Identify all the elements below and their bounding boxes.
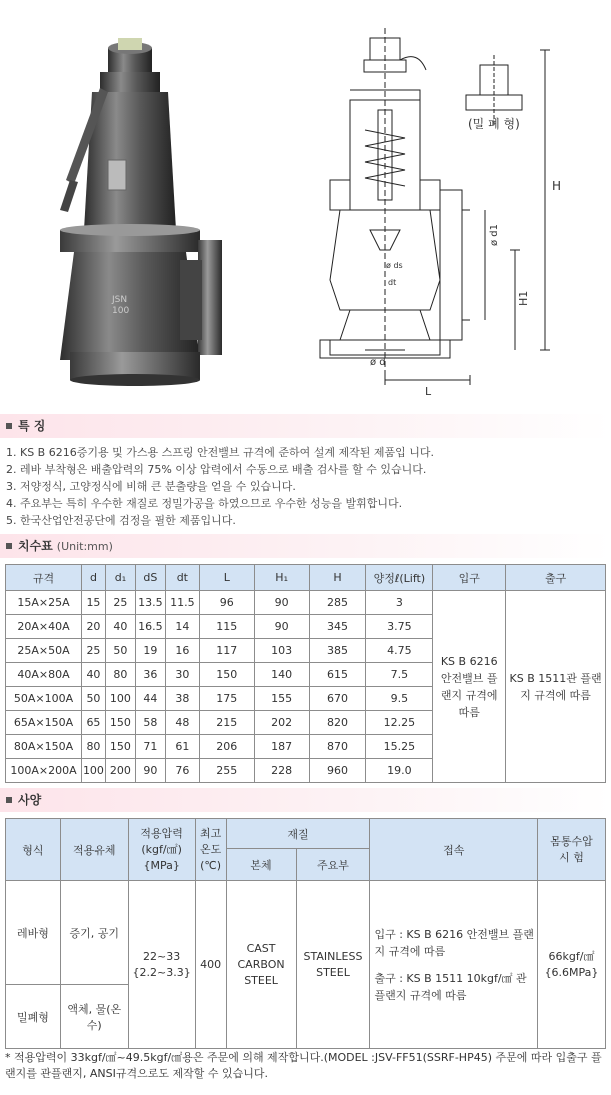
table-cell: 80 <box>105 663 135 687</box>
table-cell: 100A×200A <box>6 759 82 783</box>
feature-item: 5. 한국산업안전공단에 검정을 필한 제품입니다. <box>6 514 236 527</box>
dim-col-header: H <box>309 565 366 591</box>
table-cell: 80A×150A <box>6 735 82 759</box>
dim-col-header: H₁ <box>254 565 309 591</box>
table-cell: 40A×80A <box>6 663 82 687</box>
dim-col-header: 규격 <box>6 565 82 591</box>
table-cell: 58 <box>135 711 165 735</box>
dim-ds-label: ø ds <box>386 261 403 270</box>
table-cell: 76 <box>165 759 199 783</box>
table-cell: 255 <box>199 759 254 783</box>
table-cell: 870 <box>309 735 366 759</box>
spec-fluid-lever: 증기, 공기 <box>60 881 128 985</box>
dimensions-unit: (Unit:mm) <box>56 540 113 553</box>
table-cell: 960 <box>309 759 366 783</box>
table-cell: 15.25 <box>366 735 433 759</box>
table-cell: 40 <box>105 615 135 639</box>
dim-col-header: dS <box>135 565 165 591</box>
dim-col-header: d <box>81 565 105 591</box>
dim-col-header: 양정ℓ(Lift) <box>366 565 433 591</box>
table-cell: 115 <box>199 615 254 639</box>
table-cell: 50 <box>105 639 135 663</box>
table-cell: 65A×150A <box>6 711 82 735</box>
table-cell: 150 <box>105 735 135 759</box>
features-header <box>0 414 611 438</box>
table-cell: 80 <box>81 735 105 759</box>
feature-item: 1. KS B 6216증기용 및 가스용 스프링 안전밸브 규격에 준하여 설계 제작된 제품입 니다. <box>6 446 434 459</box>
table-cell: 25A×50A <box>6 639 82 663</box>
table-cell: 100 <box>105 687 135 711</box>
table-cell: 96 <box>199 591 254 615</box>
table-cell: 228 <box>254 759 309 783</box>
inlet-standard: KS B 6216 안전밸브 플랜지 규격에 따름 <box>433 591 506 783</box>
specs-title: 사양 <box>18 793 42 807</box>
features-list <box>0 438 611 529</box>
spec-head-material: 재질 <box>226 819 370 849</box>
spec-head-type: 형식 <box>6 819 61 881</box>
table-cell: 12.25 <box>366 711 433 735</box>
table-cell: 36 <box>135 663 165 687</box>
table-cell: 202 <box>254 711 309 735</box>
spec-body: CAST CARBON STEEL <box>226 881 296 1049</box>
spec-pressure: 22~33 {2.2~3.3} <box>128 881 195 1049</box>
dim-col-header: d₁ <box>105 565 135 591</box>
dimensions-table <box>5 564 606 783</box>
spec-head-fluid: 적용유체 <box>60 819 128 881</box>
bullet-square-icon <box>6 543 12 549</box>
dim-H1-label: H1 <box>517 290 530 306</box>
spec-test: 66kgf/㎠ {6.6MPa} <box>538 881 606 1049</box>
spec-main-part: STAINLESS STEEL <box>296 881 370 1049</box>
table-cell: 103 <box>254 639 309 663</box>
table-cell: 16 <box>165 639 199 663</box>
table-cell: 3.75 <box>366 615 433 639</box>
outlet-standard: KS B 1511관 플랜지 규격에 따름 <box>506 591 606 783</box>
dim-col-header: dt <box>165 565 199 591</box>
footnote: * 적용압력이 33kgf/㎠~49.5kgf/㎠용은 주문에 의해 제작합니다.(MODEL :JSV-FF51(SSRF-HP45) 주문에 따라 입출구 플랜지를 관플랜지, ANSI규격으로도 제작할 수 있습니다. <box>5 1051 602 1080</box>
table-cell: 345 <box>309 615 366 639</box>
dimensions-header <box>0 534 611 558</box>
table-cell: 3 <box>366 591 433 615</box>
spec-connection <box>370 881 538 1049</box>
table-cell: 61 <box>165 735 199 759</box>
table-cell: 65 <box>81 711 105 735</box>
spec-head-connection: 접속 <box>370 819 538 881</box>
table-cell: 206 <box>199 735 254 759</box>
bullet-square-icon <box>6 797 12 803</box>
table-cell: 117 <box>199 639 254 663</box>
table-cell: 140 <box>254 663 309 687</box>
table-cell: 150 <box>105 711 135 735</box>
table-cell: 11.5 <box>165 591 199 615</box>
table-cell: 25 <box>105 591 135 615</box>
spec-head-pressure: 적용압력 (kgf/㎠) {MPa} <box>128 819 195 881</box>
table-cell: 40 <box>81 663 105 687</box>
sealed-type-label: (밀 폐 형) <box>468 117 520 131</box>
table-cell: 20A×40A <box>6 615 82 639</box>
table-cell: 48 <box>165 711 199 735</box>
dimensions-title: 치수표 <box>18 539 53 553</box>
valve-photo <box>30 30 250 395</box>
dim-col-header: L <box>199 565 254 591</box>
table-cell: 90 <box>135 759 165 783</box>
table-cell: 150 <box>199 663 254 687</box>
table-cell: 44 <box>135 687 165 711</box>
dim-dt-label: dt <box>388 278 397 287</box>
table-cell: 670 <box>309 687 366 711</box>
spec-fluid-sealed: 액체, 물(온수) <box>60 985 128 1049</box>
feature-item: 4. 주요부는 특히 우수한 재질로 정밀가공을 하였으므로 우수한 성능을 발휘합니다. <box>6 497 403 510</box>
dim-d1-label: ø d1 <box>489 223 500 246</box>
dim-L-label: L <box>425 385 432 398</box>
table-cell: 15A×25A <box>6 591 82 615</box>
product-images <box>0 0 611 410</box>
spec-connection-inlet: 입구 : KS B 6216 안전밸브 플랜지 규격에 따름 <box>374 927 534 958</box>
dim-col-header: 입구 <box>433 565 506 591</box>
feature-item: 3. 저양정식, 고양정식에 비해 큰 분출량을 얻을 수 있습니다. <box>6 480 296 493</box>
table-cell: 71 <box>135 735 165 759</box>
table-cell: 19.0 <box>366 759 433 783</box>
spec-type-sealed: 밀폐형 <box>6 985 61 1049</box>
spec-connection-outlet: 출구 : KS B 1511 10kgf/㎠ 관 플랜지 규격에 따름 <box>374 971 527 1002</box>
dim-col-header: 출구 <box>506 565 606 591</box>
table-cell: 615 <box>309 663 366 687</box>
table-cell: 285 <box>309 591 366 615</box>
table-cell: 20 <box>81 615 105 639</box>
table-cell: 7.5 <box>366 663 433 687</box>
table-cell: 155 <box>254 687 309 711</box>
table-cell: 16.5 <box>135 615 165 639</box>
feature-item: 2. 레바 부착형은 배출압력의 75% 이상 압력에서 수동으로 배출 검사를 할 수 있습니다. <box>6 463 427 476</box>
spec-head-body: 본체 <box>226 849 296 881</box>
table-cell: 4.75 <box>366 639 433 663</box>
table-cell: 90 <box>254 591 309 615</box>
spec-head-test: 몸통수압 시 험 <box>538 819 606 881</box>
table-cell: 100 <box>81 759 105 783</box>
table-cell: 15 <box>81 591 105 615</box>
dim-d-label: ø d <box>370 357 386 368</box>
table-cell: 50 <box>81 687 105 711</box>
dimensions-header-row <box>6 565 606 591</box>
table-cell: 385 <box>309 639 366 663</box>
table-cell: 38 <box>165 687 199 711</box>
table-cell: 9.5 <box>366 687 433 711</box>
valve-plate-text: JSN 100 <box>112 295 130 316</box>
table-cell: 187 <box>254 735 309 759</box>
specs-table <box>5 818 606 1049</box>
features-title: 특 징 <box>18 419 46 433</box>
technical-drawing <box>290 20 595 405</box>
table-cell: 90 <box>254 615 309 639</box>
table-cell: 30 <box>165 663 199 687</box>
table-cell: 200 <box>105 759 135 783</box>
dim-H-label: H <box>552 179 562 193</box>
table-cell: 50A×100A <box>6 687 82 711</box>
table-cell: 175 <box>199 687 254 711</box>
table-cell: 14 <box>165 615 199 639</box>
bullet-square-icon <box>6 423 12 429</box>
spec-head-main-part: 주요부 <box>296 849 370 881</box>
table-row <box>6 591 606 615</box>
table-cell: 19 <box>135 639 165 663</box>
spec-head-temp: 최고 온도 (℃) <box>195 819 226 881</box>
table-cell: 820 <box>309 711 366 735</box>
table-cell: 25 <box>81 639 105 663</box>
table-cell: 13.5 <box>135 591 165 615</box>
specs-header <box>0 788 611 812</box>
spec-type-lever: 레바형 <box>6 881 61 985</box>
table-cell: 215 <box>199 711 254 735</box>
spec-temp: 400 <box>195 881 226 1049</box>
